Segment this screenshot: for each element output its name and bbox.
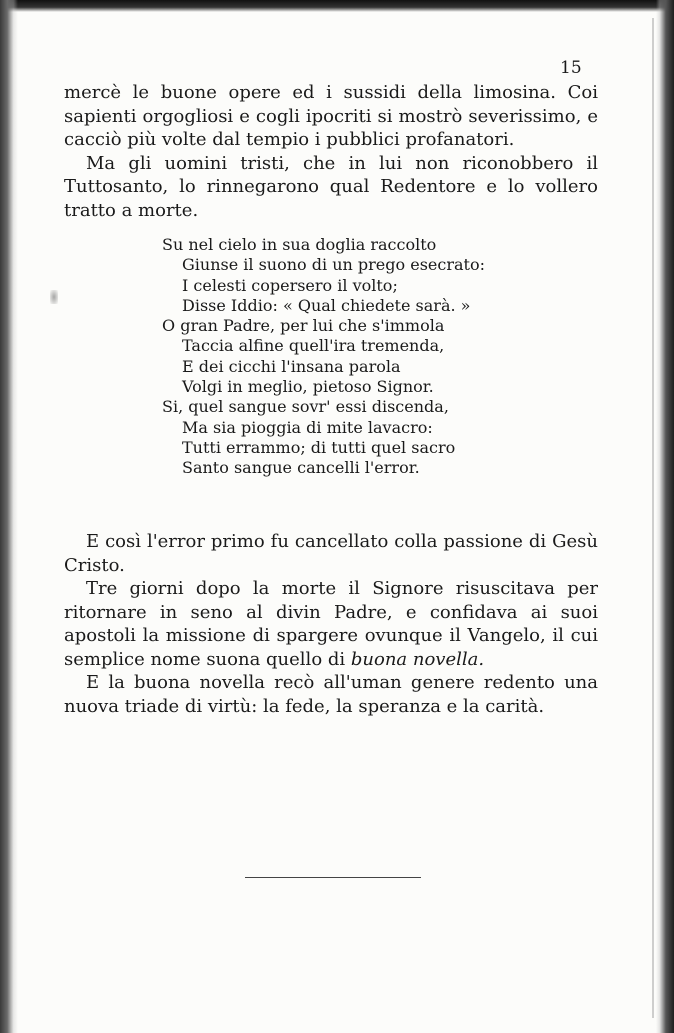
paragraph: [64, 577, 598, 671]
poem-line: Si, quel sangue sovr' essi discenda,: [162, 397, 449, 417]
end-rule: [245, 877, 421, 878]
paragraph-text: Tre giorni dopo la morte il Signore risuscitava per ritornare in seno al divin Padre, e confidava ai suoi apostoli la missione di spargere ovunque il Vangelo, il cui semplice nome suona quello di: [64, 578, 598, 670]
scan-edge-right: [656, 0, 674, 1033]
scan-edge-left: [0, 0, 18, 1033]
paragraph: [64, 530, 598, 577]
poem-line: Volgi in meglio, pietoso Signor.: [182, 377, 434, 397]
page-number: 15: [560, 58, 582, 78]
poem-line: E dei cicchi l'insana parola: [182, 356, 401, 376]
poem-line: Su nel cielo in sua doglia raccolto: [162, 235, 437, 254]
scan-edge-inner: [652, 18, 654, 1018]
paragraph: [64, 671, 598, 718]
emphasis-text: buona novella.: [350, 648, 485, 670]
prose-bottom: [64, 530, 598, 718]
paragraph: mercè le buone opere ed i sussidi della limosina. Coi sapienti orgogliosi e cogli ipocriti si mostrò severissimo, e cacciò più volte dal tempio i pubblici profanatori.: [64, 82, 598, 150]
poem-line: Ma sia pioggia di mite lavacro:: [182, 417, 433, 437]
paragraph: Ma gli uomini tristi, che in lui non riconobbero il Tuttosanto, lo rinnegarono qual Redentore e lo vollero tratto a morte.: [64, 152, 598, 221]
paragraph-text: E così l'error primo fu cancellato colla passione di Gesù Cristo.: [64, 531, 598, 576]
poem-line: Disse Iddio: « Qual chiedete sarà. »: [182, 295, 471, 315]
ink-smudge: [50, 290, 58, 304]
poem-line: Taccia alfine quell'ira tremenda,: [182, 336, 445, 356]
poem-line: Santo sangue cancelli l'error.: [182, 458, 420, 478]
paragraph-text: E la buona novella recò all'uman genere redento una nuova triade di virtù: la fede, la speranza e la carità.: [64, 672, 598, 717]
poem-line: I celesti copersero il volto;: [182, 275, 398, 295]
poem-line: Giunse il suono di un prego esecrato:: [182, 255, 485, 275]
prose-top: [64, 81, 598, 222]
poem-line: Tutti errammo; di tutti quel sacro: [182, 437, 456, 457]
poem: [162, 235, 542, 479]
poem-line: O gran Padre, per lui che s'immola: [162, 316, 445, 336]
scan-edge-top: [0, 0, 674, 12]
